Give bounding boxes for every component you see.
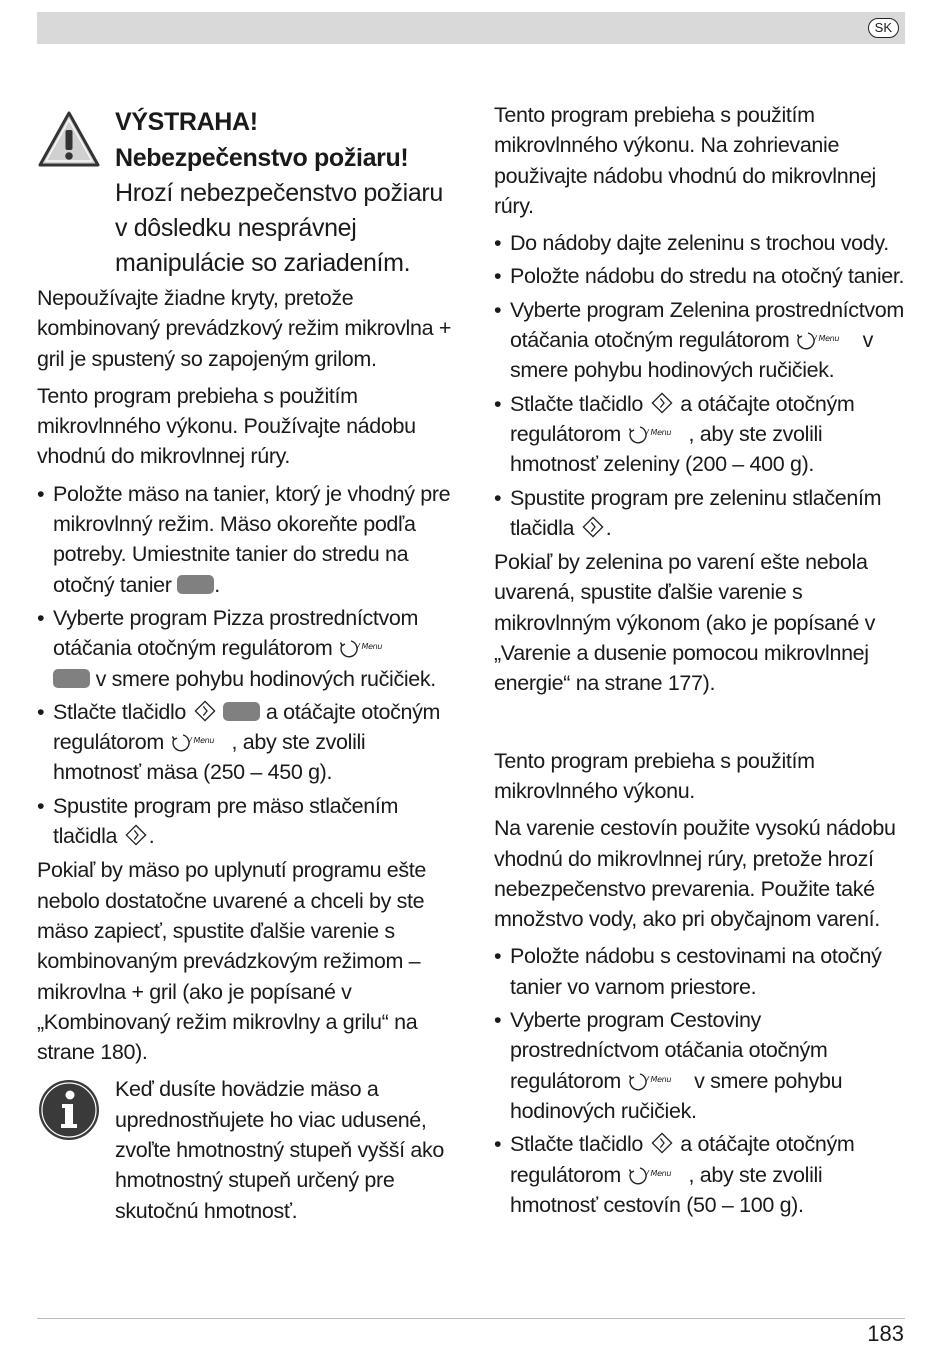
- svg-text:/ Menu: / Menu: [188, 736, 214, 746]
- paragraph-pasta-intro: Tento program prebieha s použitím mikrovlnného výkonu.: [494, 748, 815, 803]
- paragraph-pasta-container: Na varenie cestovín použite vysokú nádobu vhodnú do mikrovlnnej rúry, pretože hrozí nebezpečenstvo prevarenia. Použite také množstvo vody, ako pri obyčajnom varení.: [494, 816, 896, 932]
- warning-text: Hrozí nebezpečenstvo požiaru v dôsledku nesprávnej manipulácie so zariadením.: [115, 179, 443, 277]
- turntable-button-icon: [177, 575, 214, 594]
- dial-menu-icon: [795, 328, 857, 350]
- footer-divider: [37, 1318, 905, 1319]
- warning-subtitle: Nebezpečenstvo požiaru!: [115, 144, 409, 172]
- list-item: • Položte mäso na tanier, ktorý je vhodný pre mikrovlnný režim. Mäso okoreňte podľa potreby. Umiestnite tanier do stredu na otočný tanier .: [37, 479, 452, 600]
- list-item: • Spustite program pre zeleninu stlačením tlačidla .: [494, 483, 909, 544]
- svg-text:/ Menu: / Menu: [645, 427, 671, 437]
- dial-menu-icon: [627, 422, 689, 444]
- dial-menu-icon: [627, 1163, 689, 1185]
- page-number: 183: [867, 1321, 904, 1346]
- start-button-icon: [651, 392, 673, 414]
- paragraph-covers: Nepoužívajte žiadne kryty, pretože kombinovaný prevádzkový režim mikrovlna + gril je spustený so zapojeným grilom.: [37, 286, 452, 371]
- list-item: • Vyberte program Cestoviny prostredníctvom otáčania otočným regulátorom / Menu v smere pohybu hodinových ručičiek.: [494, 1005, 909, 1126]
- paragraph-meat-followup: Pokiaľ by mäso po uplynutí programu ešte nebolo dostatočne uvarené a chceli by ste mäso zapiecť, spustite ďalšie varenie s kombinovaným prevádzkovým režimom – mikrovlna + gril (ako je popísané v „Kombinovaný režim mikrovlny a grilu“ na strane 180).: [37, 858, 427, 1065]
- info-icon: [37, 1078, 101, 1142]
- warning-title: VÝSTRAHA!: [115, 108, 258, 136]
- header-bar: [37, 12, 905, 44]
- paragraph-vegetable-intro: Tento program prebieha s použitím mikrovlnného výkonu. Na zohrievanie použivajte nádobu vhodnú do mikrovlnnej rúry.: [494, 103, 876, 218]
- right-column: [494, 100, 909, 1224]
- pizza-button-icon: [53, 669, 90, 688]
- list-item: • Položte nádobu s cestovinami na otočný tanier vo varnom priestore.: [494, 941, 909, 1002]
- start-button-icon: [582, 516, 604, 538]
- list-item: • Stlačte tlačidlo a otáčajte otočným regulátorom / Menu , aby ste zvolili hmotnosť mäsa (250 – 450 g).: [37, 697, 452, 788]
- start-button-icon: [125, 824, 147, 846]
- warning-block: [37, 104, 452, 281]
- weight-button-icon: [223, 702, 260, 721]
- start-button-icon: [194, 700, 216, 722]
- warning-triangle-icon: [37, 110, 101, 168]
- language-badge: SK: [868, 18, 899, 38]
- list-item: • Stlačte tlačidlo a otáčajte otočným regulátorom / Menu , aby ste zvolili hmotnosť cestovín (50 – 100 g).: [494, 1129, 909, 1220]
- list-item: • Vyberte program Zelenina prostredníctvom otáčania otočným regulátorom / Menu v smere pohybu hodinových ručičiek.: [494, 295, 909, 386]
- start-button-icon: [651, 1132, 673, 1154]
- vegetable-steps: [494, 228, 909, 543]
- list-item: • Stlačte tlačidlo a otáčajte otočným regulátorom / Menu , aby ste zvolili hmotnosť zeleniny (200 – 400 g).: [494, 389, 909, 480]
- section-gap: [494, 706, 909, 746]
- list-item: • Položte nádobu do stredu na otočný tanier.: [494, 261, 909, 291]
- pasta-steps: [494, 941, 909, 1220]
- svg-text:/ Menu: / Menu: [645, 1074, 671, 1084]
- svg-text:/ Menu: / Menu: [814, 334, 840, 344]
- paragraph-meat-intro: Tento program prebieha s použitím mikrovlnného výkonu. Používajte nádobu vhodnú do mikrovlnnej rúry.: [37, 383, 416, 469]
- list-item: • Do nádoby dajte zeleninu s trochou vody.: [494, 228, 909, 258]
- list-item: • Vyberte program Pizza prostredníctvom otáčania otočným regulátorom / Menu v smere pohybu hodinových ručičiek.: [37, 603, 452, 694]
- paragraph-vegetable-followup: Pokiaľ by zelenina po varení ešte nebola uvarená, spustite ďalšie varenie s mikrovlnným výkonom (ako je popísané v „Varenie a dusenie pomocou mikrovlnnej energie“ na strane 177).: [494, 550, 876, 696]
- svg-text:/ Menu: / Menu: [357, 642, 383, 652]
- list-item: • Spustite program pre mäso stlačením tlačidla .: [37, 791, 452, 852]
- meat-steps: [37, 479, 452, 852]
- dial-menu-icon: [338, 636, 400, 658]
- dial-menu-icon: [170, 730, 232, 752]
- svg-text:/ Menu: / Menu: [645, 1168, 671, 1178]
- dial-menu-icon: [627, 1069, 689, 1091]
- left-column: [37, 100, 452, 1226]
- info-block: [37, 1074, 452, 1225]
- info-text: Keď dusíte hovädzie mäso a uprednostňujete ho viac udusené, zvoľte hmotnostný stupeň vyšší ako hmotnostný stupeň určený pre skutočnú hmotnosť.: [115, 1077, 444, 1223]
